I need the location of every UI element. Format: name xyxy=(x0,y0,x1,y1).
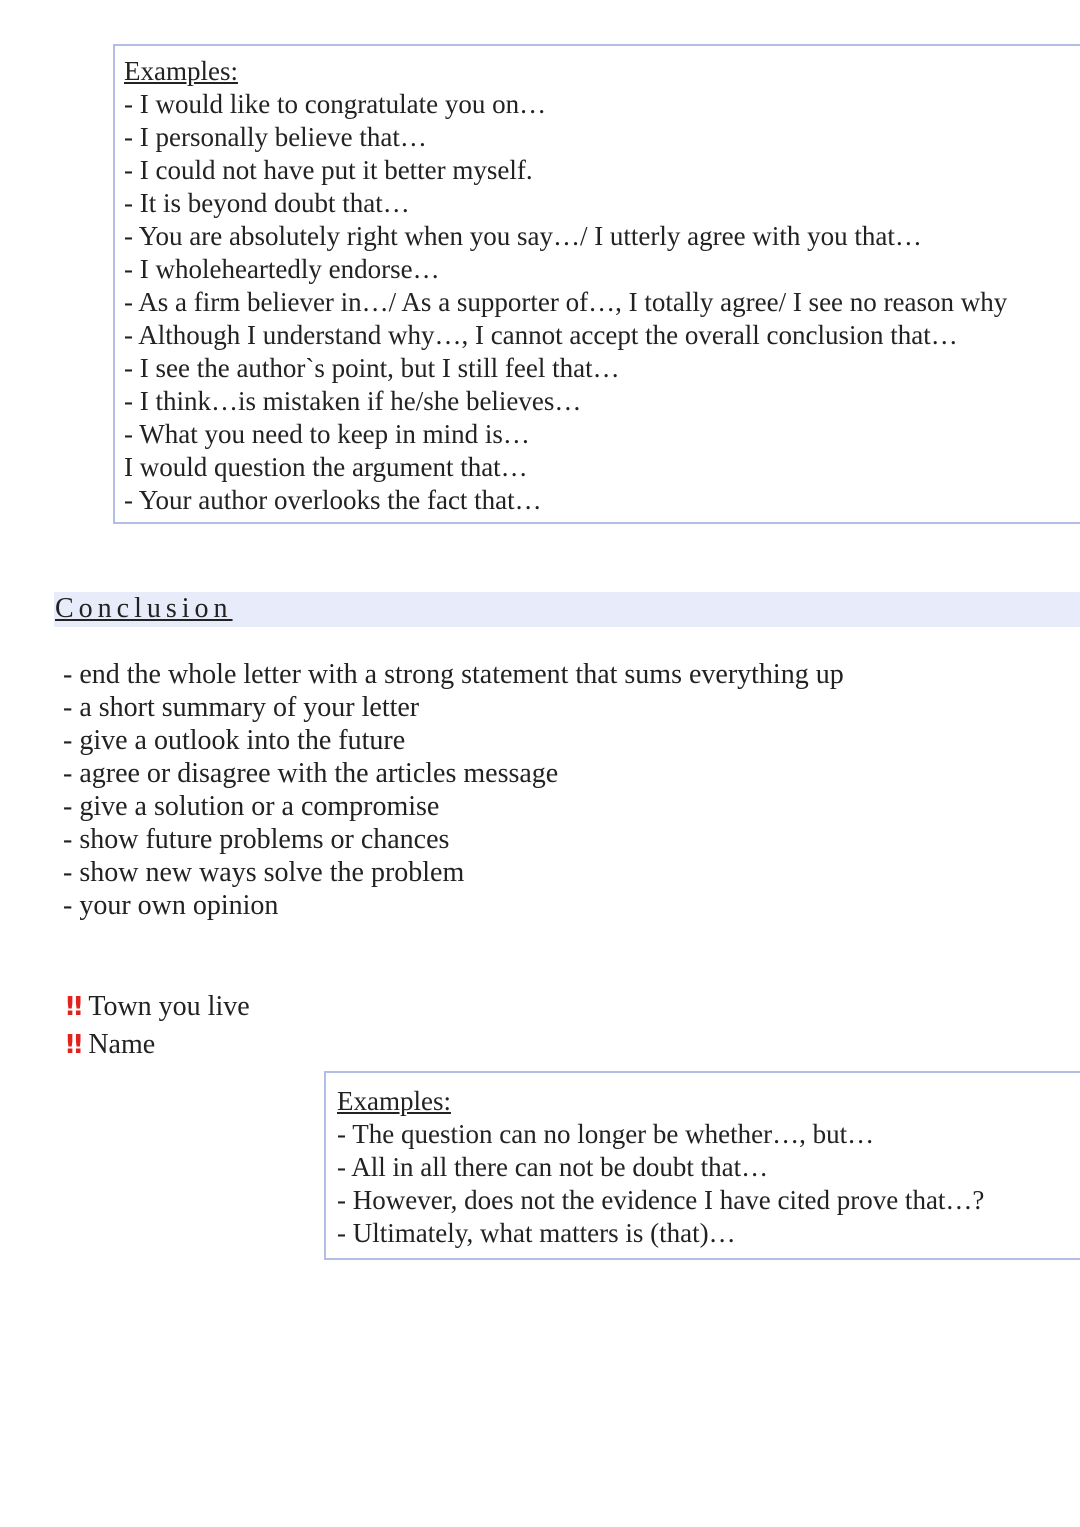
examples-heading: Examples: xyxy=(337,1086,451,1116)
double-exclamation-icon: ‼ xyxy=(66,992,83,1022)
list-item: - show new ways solve the problem xyxy=(63,857,465,888)
examples-box-bottom xyxy=(324,1071,1080,1260)
example-line: - I personally believe that… xyxy=(124,122,427,152)
examples-box-top xyxy=(113,44,1080,524)
example-line: - As a firm believer in…/ As a supporter of…, I totally agree/ I see no reason why xyxy=(124,287,1008,317)
note-text: Name xyxy=(88,1029,156,1060)
list-item: - a short summary of your letter xyxy=(63,692,420,723)
example-line: - However, does not the evidence I have cited prove that…? xyxy=(337,1185,985,1215)
example-line: - You are absolutely right when you say…/ I utterly agree with you that… xyxy=(124,221,922,251)
conclusion-list xyxy=(63,658,844,922)
example-line: - I think…is mistaken if he/she believes… xyxy=(124,386,582,416)
notes-list xyxy=(66,988,250,1064)
example-line: - Your author overlooks the fact that… xyxy=(124,485,542,515)
example-line: - The question can no longer be whether…, but… xyxy=(337,1119,875,1149)
note-item xyxy=(66,988,250,1026)
example-line: - I see the author`s point, but I still feel that… xyxy=(124,353,620,383)
example-line: - All in all there can not be doubt that… xyxy=(337,1152,769,1182)
example-line: - Ultimately, what matters is (that)… xyxy=(337,1218,736,1248)
note-text: Town you live xyxy=(88,991,250,1022)
example-line: - I would like to congratulate you on… xyxy=(124,89,547,119)
double-exclamation-icon: ‼ xyxy=(66,1030,83,1060)
example-line: - It is beyond doubt that… xyxy=(124,188,410,218)
examples-heading: Examples: xyxy=(124,56,238,86)
example-line: - I wholeheartedly endorse… xyxy=(124,254,440,284)
list-item: - give a outlook into the future xyxy=(63,725,406,756)
example-line: - I could not have put it better myself. xyxy=(124,155,533,185)
list-item: - show future problems or chances xyxy=(63,824,450,855)
list-item: - your own opinion xyxy=(63,890,279,921)
note-item xyxy=(66,1026,250,1064)
section-title-conclusion: Conclusion xyxy=(55,593,233,624)
list-item: - give a solution or a compromise xyxy=(63,791,440,822)
example-line: - Although I understand why…, I cannot accept the overall conclusion that… xyxy=(124,320,958,350)
example-line: - What you need to keep in mind is… xyxy=(124,419,530,449)
list-item: - end the whole letter with a strong statement that sums everything up xyxy=(63,659,844,690)
list-item: - agree or disagree with the articles message xyxy=(63,758,559,789)
example-line: I would question the argument that… xyxy=(124,452,528,482)
